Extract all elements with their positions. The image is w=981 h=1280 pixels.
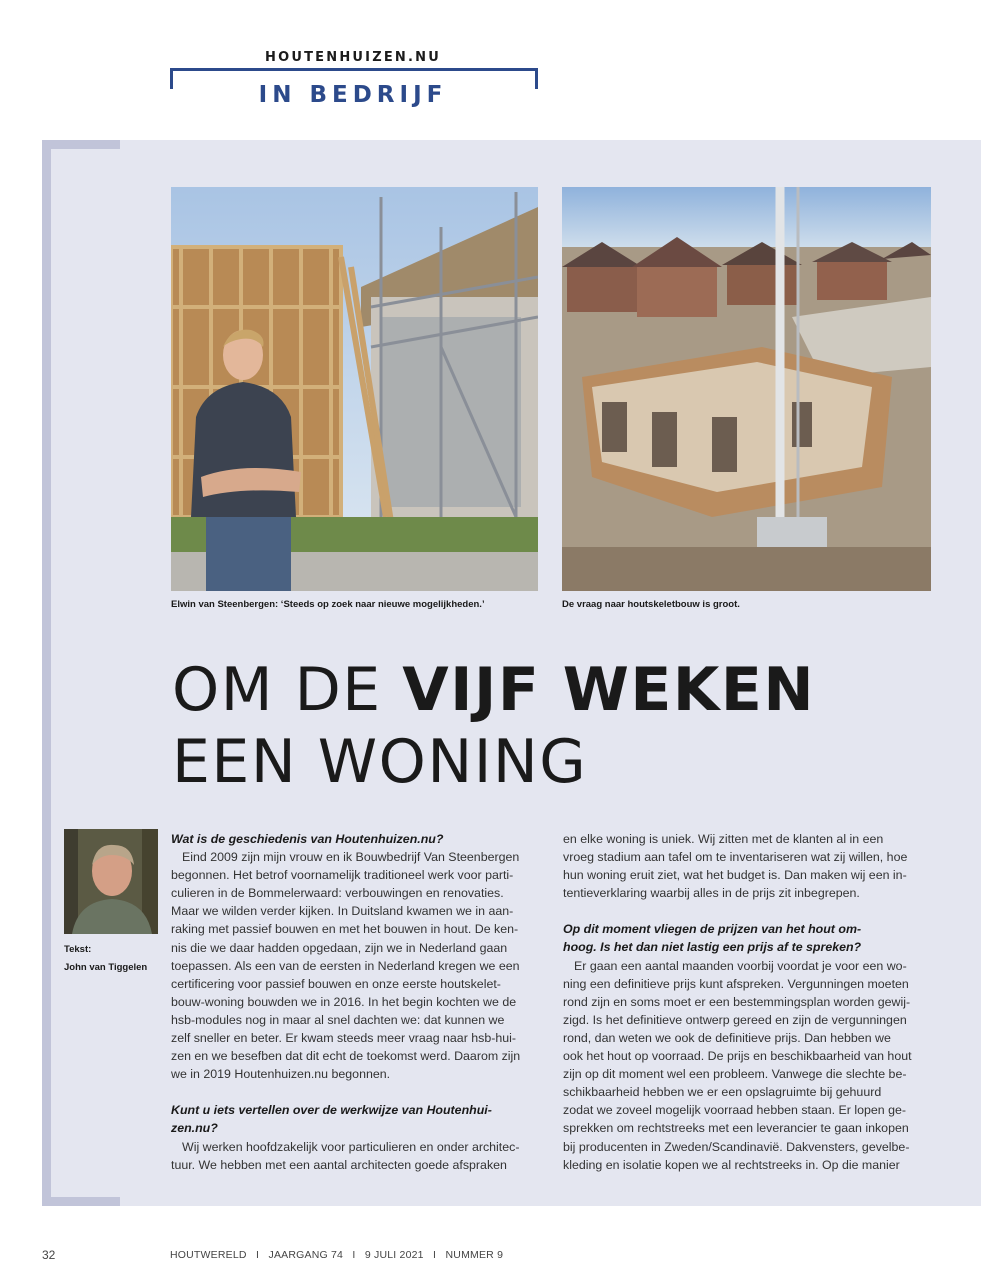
right-photo-caption: De vraag naar houtskeletbouw is groot. [562, 599, 740, 610]
text-line: hun woning eruit ziet, wat het budget is. Dan maken wij een in- [563, 868, 907, 883]
text-line: ning een definitieve prijs kunt afspreken. Vergunningen moeten [563, 976, 909, 991]
paragraph-gap [171, 1083, 537, 1101]
interview-answer [563, 830, 931, 902]
article-column-1 [171, 830, 537, 1174]
photo-aerial-construction [562, 187, 931, 591]
text-line: bouw-woning bouwden we in 2016. In het begin kochten we de [171, 994, 517, 1009]
headline-line1-light: OM DE [172, 655, 403, 725]
text-line: Maar we wilden verder kijken. In Duitsland kwamen we in aan- [171, 904, 514, 919]
text-line: Op dit moment vliegen de prijzen van het hout om- [563, 922, 862, 937]
section-title: IN BEDRIJF [258, 82, 448, 108]
text-line: rond zijn en soms moet er een bestemmingsplan worden gewij- [563, 994, 911, 1009]
article-column-2 [563, 830, 931, 1174]
author-label: Tekst: [64, 944, 92, 955]
text-line: toepassen. Als een van de eersten in Nederland kregen we een [171, 958, 520, 973]
text-line: Kunt u iets vertellen over de werkwijze van Houtenhui- [171, 1103, 492, 1118]
text-line: kleding en isolatie kopen we al rechtstreeks in. Op die manier [563, 1157, 900, 1172]
interview-answer [171, 1138, 537, 1174]
photo-portrait-construction [171, 187, 538, 591]
author-photo [64, 829, 158, 934]
text-line: tuur. We hebben met een aantal architecten goede afspraken [171, 1157, 507, 1172]
text-line: hsb-modules nog in maar al snel dachten we: dat kunnen we [171, 1012, 505, 1027]
site-name: HOUTENHUIZEN.NU [265, 50, 441, 65]
headline-line1-bold: VIJF WEKEN [402, 655, 816, 725]
text-line: raking met passief bouwen en met het bouwen in hout. De ken- [171, 922, 519, 937]
interview-answer [563, 957, 931, 1174]
text-line: bij producenten in Zweden/Scandinavië. Dakvensters, gevelbe- [563, 1139, 910, 1154]
text-line: certificering voor passief bouwen en onze eerste houtskelet- [171, 976, 501, 991]
text-line: zodat we zoveel mogelijk voorraad hebben staan. Er lopen ge- [563, 1103, 907, 1118]
interview-question [563, 920, 931, 956]
text-line: zigd. Is het definitieve ontwerp gereed en zijn de vergunningen [563, 1012, 907, 1027]
author-name: John van Tiggelen [64, 962, 148, 973]
interview-answer [171, 848, 537, 1083]
interview-question [171, 830, 537, 848]
text-line: we in 2019 Houtenhuizen.nu begonnen. [171, 1067, 391, 1082]
text-line: Er gaan een aantal maanden voorbij voordat je voor een wo- [574, 958, 907, 973]
text-line: en elke woning is uniek. Wij zitten met de klanten al in een [563, 832, 884, 846]
text-line: vroeg stadium aan tafel om te inventariseren wat zij willen, hoe [563, 850, 908, 865]
text-line: nis die we daar hadden opgedaan, zijn we in Nederland gaan [171, 940, 508, 955]
text-line: schikbaarheid hebben we er een opslagruimte bij gehuurd [563, 1085, 882, 1100]
text-line: zen.nu? [171, 1121, 218, 1136]
text-line: zelf sneller en beter. Er kwam steeds meer vraag naar hsb-hui- [171, 1031, 517, 1046]
text-line: sprekken om rechtstreeks met een leverancier te gaan inkopen [563, 1121, 909, 1136]
panel-bracket [42, 140, 120, 1206]
interview-question [171, 1101, 537, 1137]
headline-line2: EEN WONING [172, 727, 588, 797]
headline [172, 654, 932, 798]
text-line: hoog. Is het dan niet lastig een prijs af te spreken? [563, 940, 862, 955]
text-line: zen en we besefben dat dit echt de toekomst werd. Daarom zijn [171, 1049, 521, 1064]
text-line: zijn op dit moment wel een probleem. Vanwege die slechte be- [563, 1067, 907, 1082]
footer-line: HOUTWERELD I JAARGANG 74 I 9 JULI 2021 I NUMMER 9 [170, 1249, 504, 1261]
page-number: 32 [42, 1248, 56, 1262]
paragraph-gap [563, 902, 931, 920]
left-photo-caption: Elwin van Steenbergen: ‘Steeds op zoek naar nieuwe mogelijkheden.’ [171, 599, 485, 610]
text-line: Eind 2009 zijn mijn vrouw en ik Bouwbedrijf Van Steenbergen [182, 850, 520, 865]
text-line: ook het hout op voorraad. De prijs en beschikbaarheid van hout [563, 1049, 912, 1064]
text-line: Wij werken hoofdzakelijk voor particulieren en onder architec- [182, 1139, 520, 1154]
text-line: culieren in de Bommelerwaard: verbouwingen en renovaties. [171, 886, 504, 901]
text-line: Wat is de geschiedenis van Houtenhuizen.nu? [171, 832, 444, 846]
text-line: rond, dan weten we ook de definitieve prijs. Dan hebben we [563, 1030, 891, 1045]
text-line: begonnen. Het betrof voornamelijk traditioneel werk voor parti- [171, 868, 514, 883]
text-line: tentieverklaring waarbij alles in de prijs zit inbegrepen. [563, 886, 860, 901]
